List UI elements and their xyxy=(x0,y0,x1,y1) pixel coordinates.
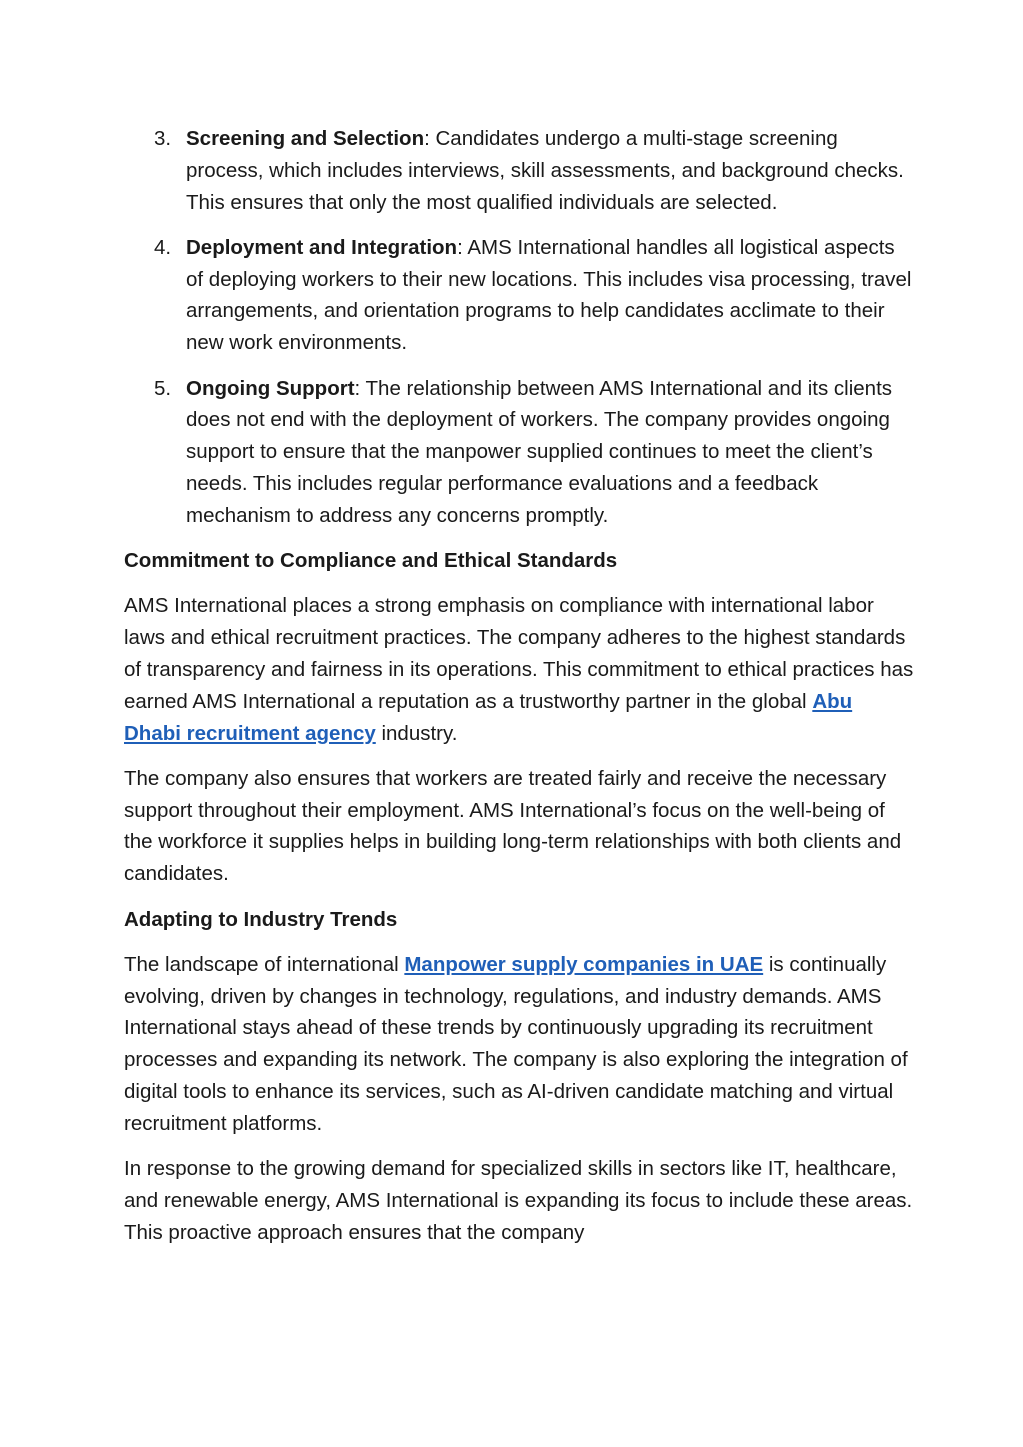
section-heading-compliance: Commitment to Compliance and Ethical Standards xyxy=(124,549,618,573)
list-item-title: Screening and Selection xyxy=(186,127,425,150)
section-heading-trends: Adapting to Industry Trends xyxy=(124,907,398,931)
list-item-title: Ongoing Support xyxy=(186,376,355,400)
list-item-text: : The relationship between AMS International and its clients does not end with the deployment of workers. The company provides ongoing support to ensure that the manpower supplied continues to meet the client’s needs. This includes regular performance evaluations and a feedback mechanism to address any concerns promptly. xyxy=(186,376,893,527)
paragraph-trends-1 xyxy=(124,949,914,1140)
paragraph-text: industry. xyxy=(375,721,458,745)
list-number: 5. xyxy=(154,376,172,400)
paragraph-compliance-1 xyxy=(124,590,914,749)
list-number: 4. xyxy=(154,235,172,259)
numbered-list xyxy=(124,123,914,532)
list-item-text: : Candidates undergo a multi-stage screening process, which includes interviews, skill assessments, and background checks. This ensures that only the most qualified individuals are selected. xyxy=(186,127,904,214)
list-item xyxy=(124,123,914,218)
paragraph-text: The landscape of international xyxy=(124,952,405,976)
list-item-text: : AMS International handles all logistical aspects of deploying workers to their new locations. This includes visa processing, travel arrangements, and orientation programs to help candidates acclimate to their new work environments. xyxy=(186,235,912,355)
manpower-supply-companies-link[interactable]: Manpower supply companies in UAE xyxy=(404,952,764,976)
list-item xyxy=(124,232,914,359)
paragraph-compliance-2: The company also ensures that workers are treated fairly and receive the necessary support throughout their employment. AMS International’s focus on the well-being of the workforce it supplies helps in building long-term relationships with both clients and candidates. xyxy=(124,766,902,886)
paragraph-trends-2: In response to the growing demand for specialized skills in sectors like IT, healthcare, and renewable energy, AMS International is expanding its focus to include these areas. This proactive approach ensures that the company xyxy=(124,1157,913,1244)
paragraph-text: is continually evolving, driven by changes in technology, regulations, and industry demands. AMS International stays ahead of these trends by continuously upgrading its recruitment processes and expanding its network. The company is also exploring the integration of digital tools to enhance its services, such as AI-driven candidate matching and virtual recruitment platforms. xyxy=(124,952,908,1135)
list-item-title: Deployment and Integration xyxy=(186,235,458,259)
paragraph-text: AMS International places a strong emphasis on compliance with international labor laws and ethical recruitment practices. The company adheres to the highest standards of transparency and fairness in its operations. This commitment to ethical practices has earned AMS International a reputation as a trustworthy partner in the global xyxy=(124,594,914,713)
document-page xyxy=(124,123,914,1262)
list-number: 3. xyxy=(154,127,172,150)
abu-dhabi-recruitment-agency-link[interactable]: Abu Dhabi recruitment agency xyxy=(124,689,853,745)
list-item xyxy=(124,373,914,532)
